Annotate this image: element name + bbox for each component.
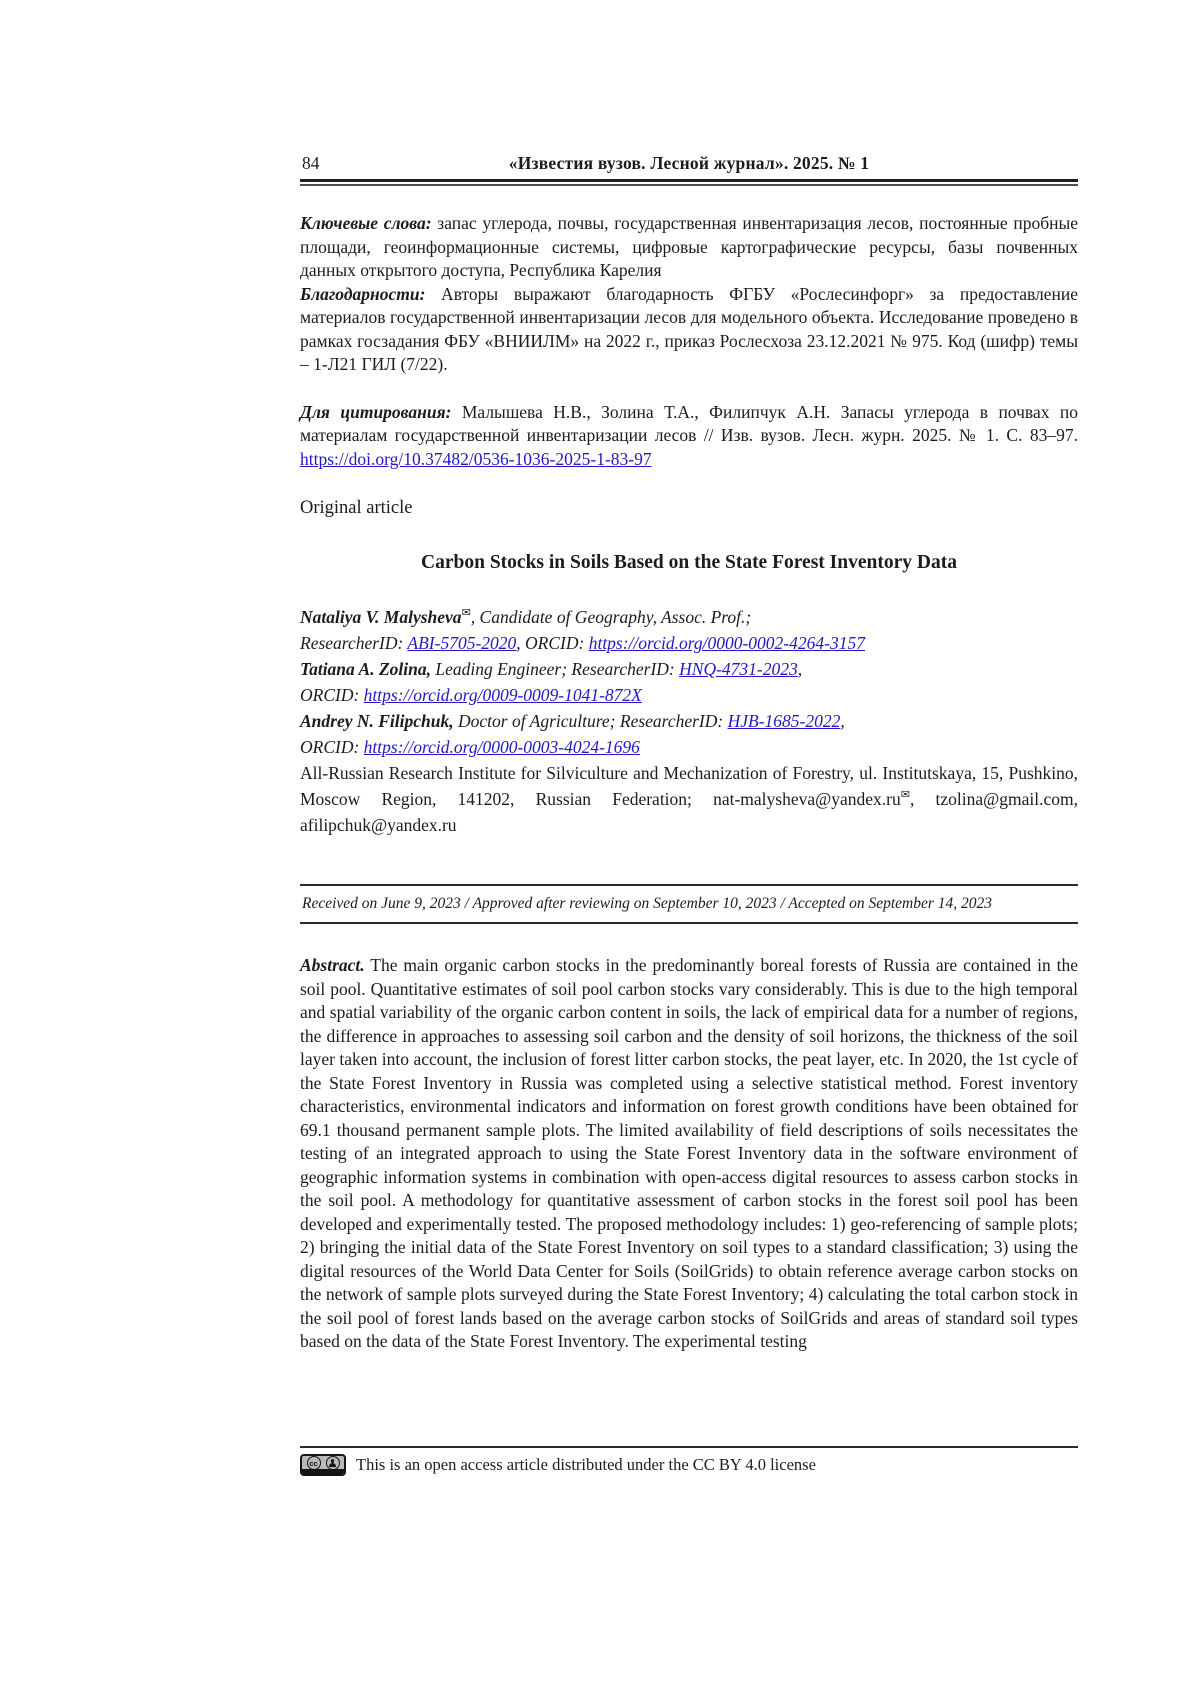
author-2-comma: , bbox=[797, 659, 803, 679]
acknowledgements-text: Авторы выражают благодарность ФГБУ «Рослесинфорг» за предоставление материалов государственной инвентаризации лесов для модельного объекта. Исследование проведено в рамках госзадания ФБУ «ВНИИЛМ» на 2022 г., приказ Рослесхоза 23.12.2021 № 975. Код (шифр) темы – 1-Л21 ГИЛ (7/22). bbox=[300, 283, 1078, 374]
author-line-6 bbox=[300, 734, 1078, 760]
received-dates: Received on June 9, 2023 / Approved after reviewing on September 10, 2023 / Accepted on September 14, 2023 bbox=[300, 884, 1078, 924]
page-content bbox=[300, 0, 1078, 1354]
acknowledgements-label: Благодарности: bbox=[300, 283, 426, 304]
citation-text: Малышева Н.В., Золина Т.А., Филипчук А.Н. Запасы углерода в почвах по материалам государственной инвентаризации лесов // Изв. вузов. Лесн. журн. 2025. № 1. С. 83–97. bbox=[300, 401, 1078, 445]
author-3-researcherid-link[interactable]: HJB-1685-2022 bbox=[727, 711, 841, 731]
citation-paragraph bbox=[300, 401, 1078, 472]
abstract-label: Abstract. bbox=[300, 955, 365, 975]
corresponding-author-icon: ✉ bbox=[461, 607, 471, 620]
author-2-orcid-link[interactable]: https://orcid.org/0009-0009-1041-872X bbox=[363, 685, 642, 705]
affiliation bbox=[300, 760, 1078, 838]
acknowledgements-paragraph bbox=[300, 283, 1078, 377]
authors-block bbox=[300, 604, 1078, 838]
author-3-orcid-label: ORCID: bbox=[300, 737, 364, 757]
page-footer bbox=[300, 1446, 1078, 1476]
author-2-researcherid-link[interactable]: HNQ-4731-2023 bbox=[679, 659, 798, 679]
author-3-comma: , bbox=[840, 711, 845, 731]
author-1-orcid-label: , ORCID: bbox=[516, 633, 589, 653]
author-line-1 bbox=[300, 604, 1078, 630]
abstract-paragraph bbox=[300, 954, 1078, 1354]
author-line-2 bbox=[300, 630, 1078, 656]
header-rule bbox=[300, 179, 1078, 186]
author-3-name: Andrey N. Filipchuk, bbox=[300, 711, 454, 731]
affiliation-emails: , tzolina@gmail.com, afilipchuk@yandex.ru bbox=[300, 789, 1078, 835]
cc-circle-icon: cc bbox=[307, 1456, 321, 1470]
author-3-orcid-link[interactable]: https://orcid.org/0000-0003-4024-1696 bbox=[363, 737, 640, 757]
abstract-text: The main organic carbon stocks in the predominantly boreal forests of Russia are contained in the soil pool. Quantitative estimates of soil pool carbon stocks vary considerably. This is due to the high temporal and spatial variability of the organic carbon content in soils, the lack of empirical data for a number of regions, the difference in approaches to assessing soil carbon and the density of soil horizons, the thickness of the soil layer taken into account, the inclusion of forest litter carbon stocks, the peat layer, etc. In 2020, the 1st cycle of the State Forest Inventory in Russia was completed using a selective statistical method. Forest inventory characteristics, environmental indicators and information on forest growth conditions have been obtained for 69.1 thousand permanent sample plots. The limited availability of field descriptions of soils necessitates the testing of an integrated approach to using the State Forest Inventory data in the software environment of geographic information systems in combination with open-access digital resources to assess carbon stocks in the soil pool. A methodology for quantitative assessment of carbon stocks in the forest soil pool has been developed and experimentally tested. The proposed methodology includes: 1) geo-referencing of sample plots; 2) bringing the initial data of the State Forest Inventory on soil types to a standard classification; 3) using the digital resources of the World Data Center for Soils (SoilGrids) to obtain reference average carbon stocks on the network of sample plots surveyed during the State Forest Inventory; 4) calculating the total carbon stock in the soil pool of forest lands based on the average carbon stocks of SoilGrids and areas of standard soil types based on the data of the State Forest Inventory. The experimental testing bbox=[300, 955, 1078, 1351]
footer-rule bbox=[300, 1446, 1078, 1448]
author-line-3 bbox=[300, 656, 1078, 682]
article-type-label: Original article bbox=[300, 498, 413, 518]
author-2-role: Leading Engineer; ResearcherID: bbox=[430, 659, 680, 679]
author-2-name: Tatiana A. Zolina, bbox=[300, 659, 431, 679]
author-3-role: Doctor of Agriculture; ResearcherID: bbox=[453, 711, 728, 731]
author-1-researcherid-link[interactable]: ABI-5705-2020 bbox=[407, 633, 517, 653]
author-1-orcid-link[interactable]: https://orcid.org/0000-0002-4264-3157 bbox=[588, 633, 865, 653]
corresponding-email-icon: ✉ bbox=[900, 789, 910, 802]
keywords-text: запас углерода, почвы, государственная инвентаризация лесов, постоянные пробные площади, геоинформационные системы, цифровые картографические ресурсы, базы почвенных данных открытого доступа, Республика Карелия bbox=[300, 213, 1078, 280]
cc-badge-bar bbox=[302, 1469, 344, 1474]
author-1-researcherid-label: ResearcherID: bbox=[300, 633, 408, 653]
keywords-label: Ключевые слова: bbox=[300, 213, 432, 233]
citation-label: Для цитирования: bbox=[300, 401, 452, 422]
license-text: This is an open access article distributed under the CC BY 4.0 license bbox=[356, 1455, 816, 1474]
affiliation-text: All-Russian Research Institute for Silviculture and Mechanization of Forestry, ul. Institutskaya, 15, Pushkino, Moscow Region, 141202, Russian Federation; nat-malysheva@yandex.ru bbox=[300, 763, 1078, 809]
journal-header: «Известия вузов. Лесной журнал». 2025. № 1 bbox=[508, 153, 870, 173]
author-2-orcid-label: ORCID: bbox=[300, 685, 364, 705]
author-1-role: , Candidate of Geography, Assoc. Prof.; bbox=[470, 607, 752, 627]
author-1-name: Nataliya V. Malysheva bbox=[300, 607, 462, 627]
running-head bbox=[300, 152, 1078, 174]
keywords-paragraph bbox=[300, 212, 1078, 283]
page-number: 84 bbox=[302, 153, 320, 173]
doi-link[interactable]: https://doi.org/10.37482/0536-1036-2025-1-83-97 bbox=[300, 448, 652, 469]
cc-by-license-icon bbox=[300, 1454, 346, 1476]
article-title: Carbon Stocks in Soils Based on the State Forest Inventory Data bbox=[421, 552, 957, 573]
author-line-5 bbox=[300, 708, 1078, 734]
author-line-4 bbox=[300, 682, 1078, 708]
person-icon bbox=[326, 1456, 340, 1470]
